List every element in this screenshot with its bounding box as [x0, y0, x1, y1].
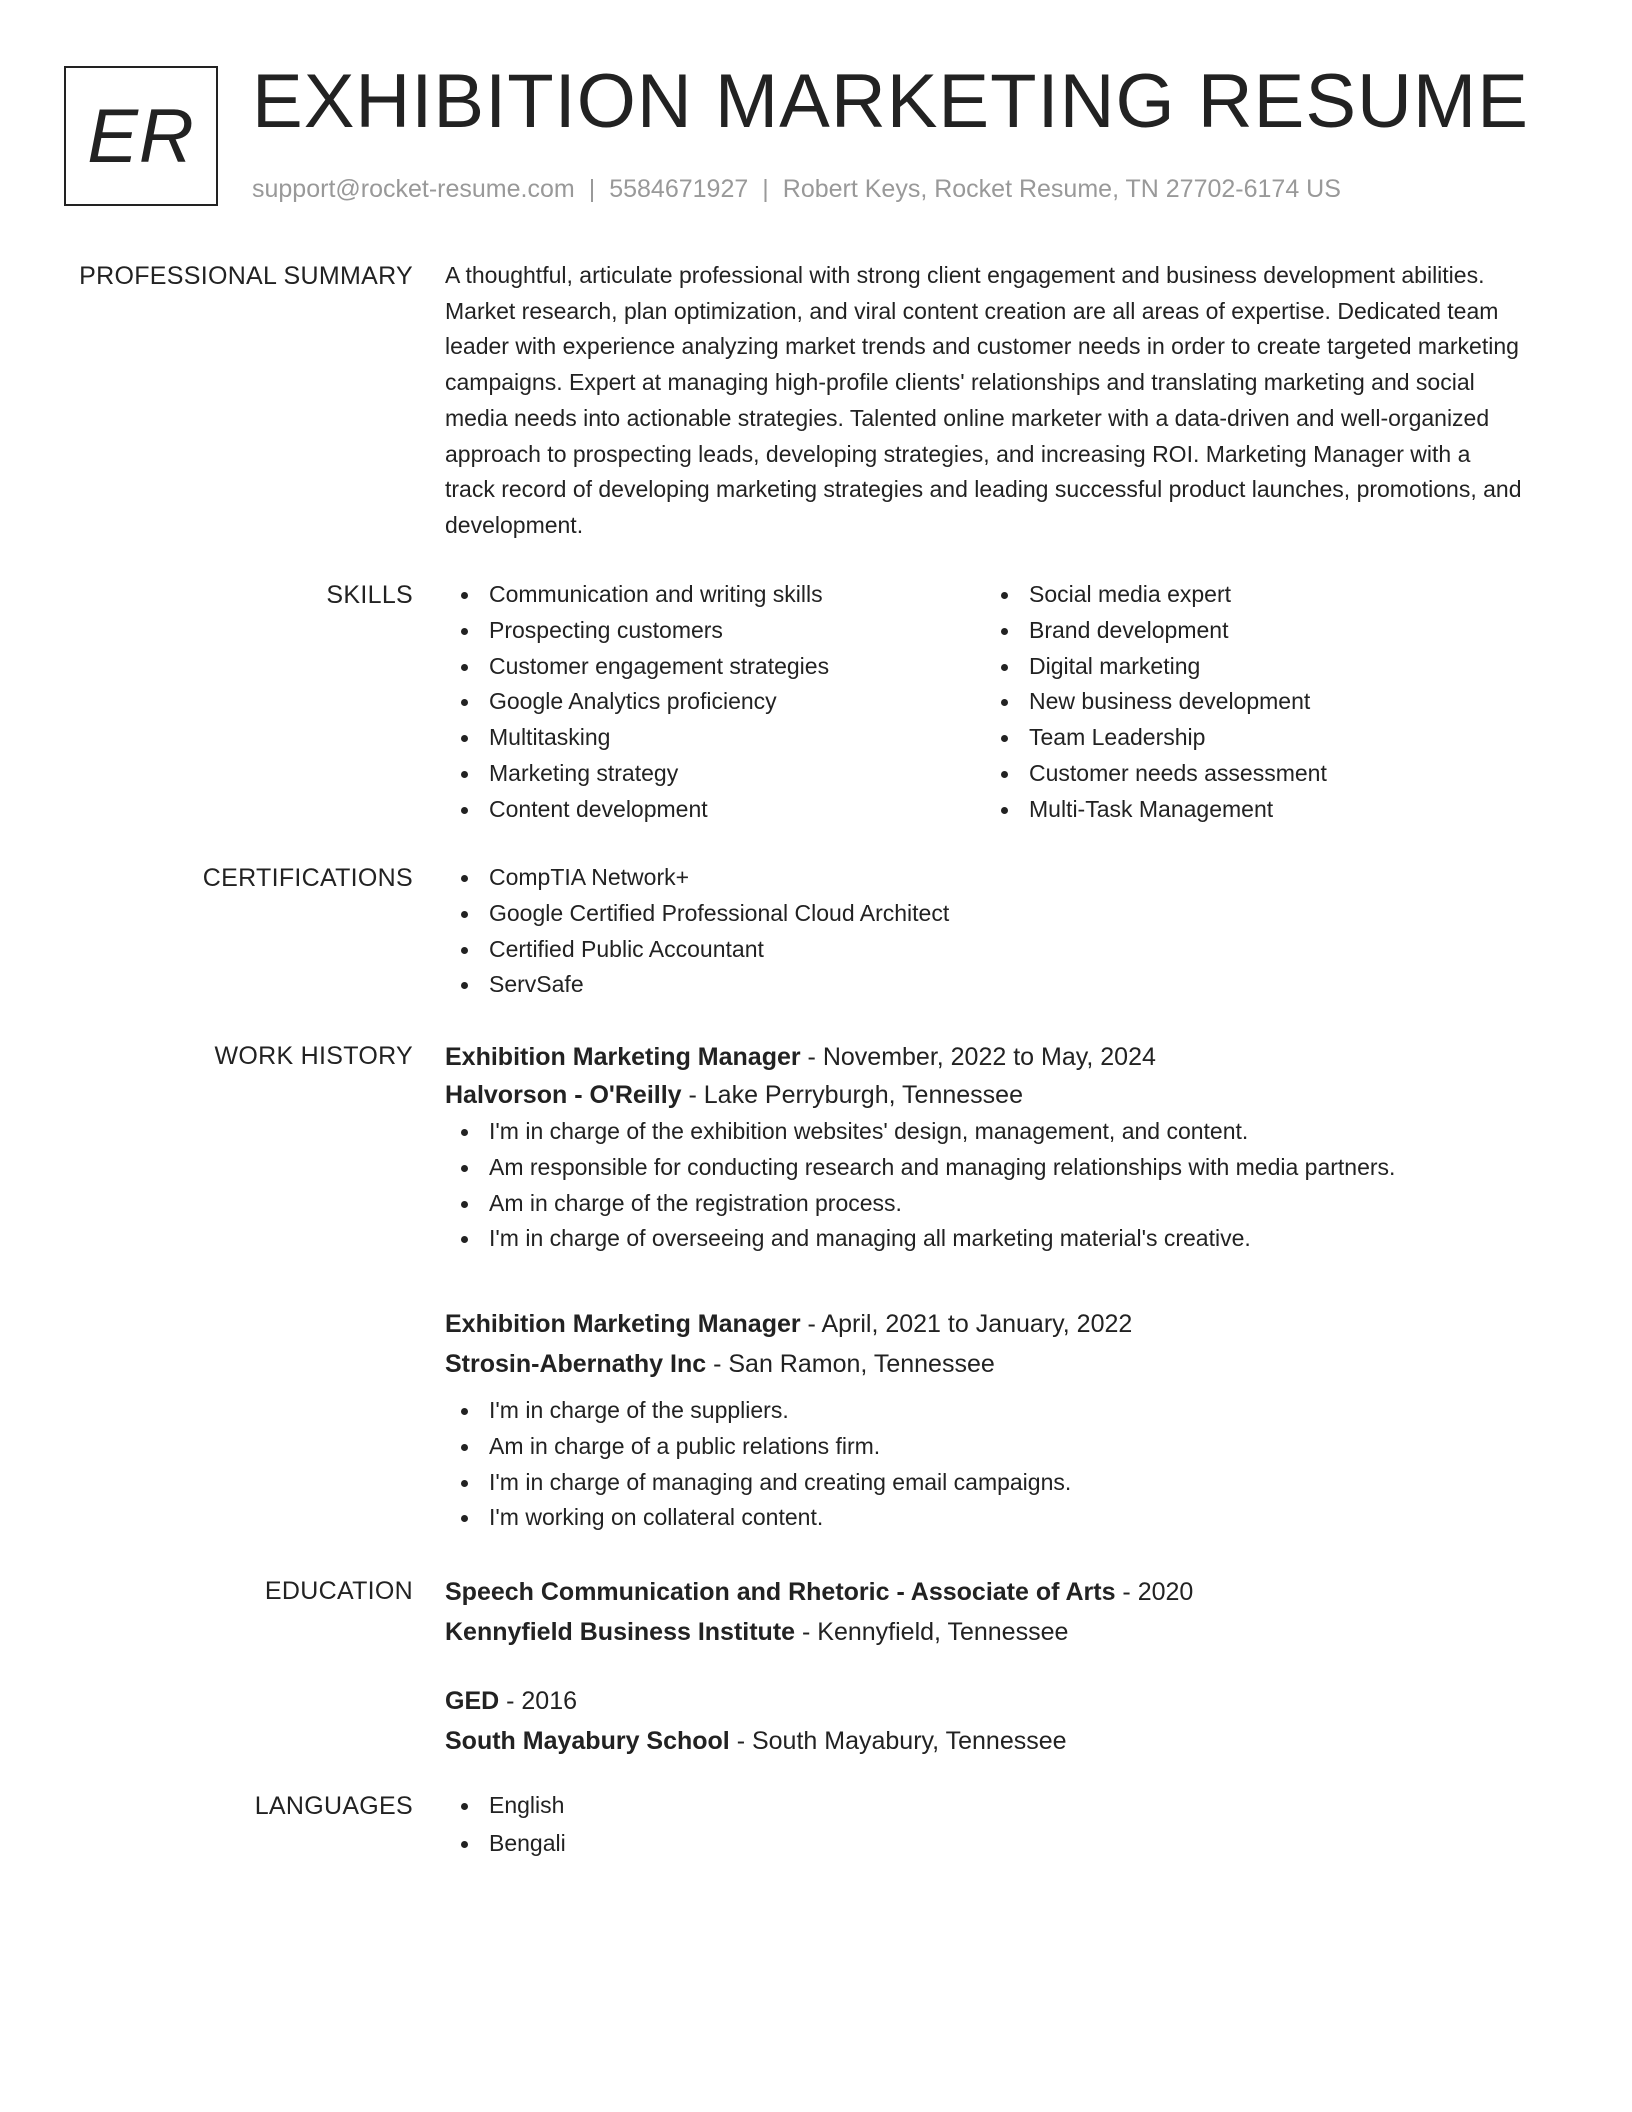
education-degree-line: [445, 1682, 1525, 1720]
job-bullet: I'm in charge of the suppliers.: [445, 1393, 1525, 1429]
job-company-line: [445, 1345, 1525, 1383]
job-bullet: I'm in charge of the exhibition websites' design, management, and content.: [445, 1114, 1525, 1150]
job-location: - San Ramon, Tennessee: [706, 1350, 995, 1378]
job-title: Exhibition Marketing Manager: [445, 1310, 801, 1338]
job-bullet: Am responsible for conducting research and managing relationships with media partners.: [445, 1150, 1525, 1186]
languages-list: [445, 1788, 1525, 1862]
education-location: - Kennyfield, Tennessee: [795, 1618, 1069, 1646]
job-location: - Lake Perryburgh, Tennessee: [681, 1081, 1023, 1109]
skill-item: Marketing strategy: [445, 756, 985, 792]
job-company-line: [445, 1076, 1525, 1114]
skill-item: Customer engagement strategies: [445, 649, 985, 685]
education-entry: [445, 1573, 1525, 1651]
certifications-body: [445, 860, 1525, 1003]
resume-title: EXHIBITION MARKETING RESUME: [252, 59, 1529, 144]
skills-list-right: [985, 577, 1525, 828]
education-degree: GED: [445, 1687, 500, 1715]
contact-separator: |: [762, 175, 769, 203]
skills-list-left: [445, 577, 985, 828]
job-bullet: I'm in charge of overseeing and managing all marketing material's creative.: [445, 1221, 1525, 1257]
skill-item: Social media expert: [985, 577, 1525, 613]
certification-item: ServSafe: [445, 967, 1525, 1003]
job-title-line: [445, 1305, 1525, 1343]
monogram-box: [64, 66, 218, 206]
section-label-languages: LANGUAGES: [254, 1792, 413, 1820]
education-school-line: [445, 1613, 1525, 1651]
contact-separator: |: [588, 175, 596, 203]
certification-item: CompTIA Network+: [445, 860, 1525, 896]
education-school: South Mayabury School: [445, 1727, 730, 1755]
section-label-education: EDUCATION: [264, 1577, 413, 1605]
job-company: Strosin-Abernathy Inc: [445, 1350, 707, 1378]
job-bullets: [445, 1393, 1525, 1536]
education-body: [445, 1573, 1525, 1755]
certification-item: Certified Public Accountant: [445, 932, 1525, 968]
job-bullet: I'm in charge of managing and creating email campaigns.: [445, 1465, 1525, 1501]
contact-phone: 5584671927: [609, 175, 749, 203]
job-bullet: Am in charge of the registration process.: [445, 1186, 1525, 1222]
job-company: Halvorson - O'Reilly: [445, 1081, 682, 1109]
skill-item: Content development: [445, 792, 985, 828]
skill-item: Communication and writing skills: [445, 577, 985, 613]
language-item: Bengali: [445, 1826, 1525, 1862]
skill-item: Multitasking: [445, 720, 985, 756]
job-entry: [445, 1038, 1525, 1257]
skill-item: Google Analytics proficiency: [445, 684, 985, 720]
skill-item: Customer needs assessment: [985, 756, 1525, 792]
skill-item: Brand development: [985, 613, 1525, 649]
language-item: English: [445, 1788, 1525, 1824]
contact-line: [252, 172, 1341, 206]
summary-body: [445, 258, 1525, 544]
job-title-line: [445, 1038, 1525, 1076]
contact-address: Robert Keys, Rocket Resume, TN 27702-6174 US: [782, 175, 1341, 203]
contact-email: support@rocket-resume.com: [252, 175, 575, 203]
section-label-work-history: WORK HISTORY: [214, 1042, 413, 1070]
job-entry: [445, 1305, 1525, 1536]
education-degree: Speech Communication and Rhetoric - Associate of Arts: [445, 1578, 1116, 1606]
skill-item: Team Leadership: [985, 720, 1525, 756]
certifications-list: [445, 860, 1525, 1003]
job-bullet: I'm working on collateral content.: [445, 1500, 1525, 1536]
section-label-summary: PROFESSIONAL SUMMARY: [79, 262, 413, 290]
work-history-body: [445, 1038, 1525, 1531]
monogram-initials: ER: [87, 93, 195, 179]
education-degree-line: [445, 1573, 1525, 1611]
section-label-skills: SKILLS: [326, 581, 413, 609]
skills-grid: [445, 577, 1525, 828]
skill-item: Multi-Task Management: [985, 792, 1525, 828]
certification-item: Google Certified Professional Cloud Architect: [445, 896, 1525, 932]
skill-item: New business development: [985, 684, 1525, 720]
education-school: Kennyfield Business Institute: [445, 1618, 796, 1646]
education-school-line: [445, 1722, 1525, 1760]
job-dates: - April, 2021 to January, 2022: [800, 1310, 1133, 1338]
job-dates: - November, 2022 to May, 2024: [800, 1043, 1156, 1071]
education-location: - South Mayabury, Tennessee: [729, 1727, 1067, 1755]
skill-item: Prospecting customers: [445, 613, 985, 649]
education-year: - 2020: [1115, 1578, 1194, 1606]
job-bullets: [445, 1114, 1525, 1257]
job-bullet: Am in charge of a public relations firm.: [445, 1429, 1525, 1465]
section-label-certifications: CERTIFICATIONS: [202, 864, 413, 892]
summary-text: A thoughtful, articulate professional with strong client engagement and business development abilities. Market research, plan optimization, and viral content creation are all areas of expertise. Dedicated team leader with experience analyzing market trends and customer needs in order to create targeted marketing campaigns. Expert at managing high-profile clients' relationships and translating marketing and social media needs into actionable strategies. Talented online marketer with a data-driven and well-organized approach to prospecting leads, developing strategies, and increasing ROI. Marketing Manager with a track record of developing marketing strategies and leading successful product launches, promotions, and development.: [445, 262, 1522, 538]
job-title: Exhibition Marketing Manager: [445, 1043, 801, 1071]
skill-item: Digital marketing: [985, 649, 1525, 685]
education-year: - 2016: [499, 1687, 578, 1715]
languages-body: [445, 1788, 1525, 1862]
education-entry: [445, 1682, 1525, 1760]
